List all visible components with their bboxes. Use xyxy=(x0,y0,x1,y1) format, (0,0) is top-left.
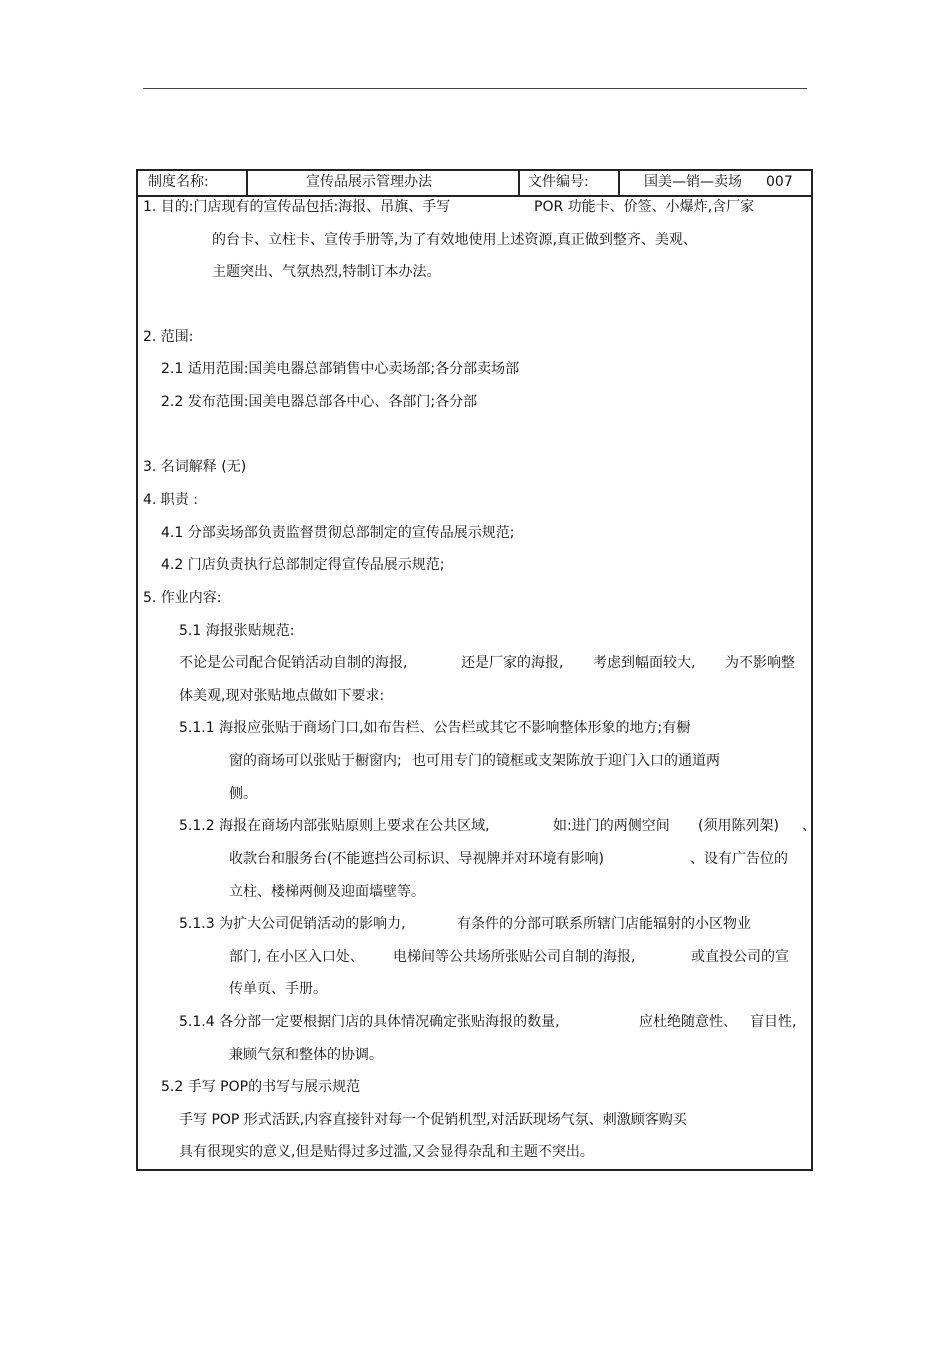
item-5-1-3-line-1b: 有条件的分部可联系所辖门店能辐射的小区物业 xyxy=(457,916,751,932)
item-5-1-3-line-3: 传单页、手册。 xyxy=(229,981,327,997)
section-5-1-intro-a: 不论是公司配合促销活动自制的海报, xyxy=(179,655,408,671)
item-5-1-1-line-2b: 也可用专门的镜框或支架陈放于迎门入口的通道两 xyxy=(412,753,720,769)
section-5-1-title: 5.1 海报张贴规范: xyxy=(179,623,295,639)
item-5-1-2-line-1b: 如:进门的两侧空间 xyxy=(553,818,670,834)
item-5-1-2-line-1d: 、 xyxy=(802,818,816,834)
section-4-1: 4.1 分部卖场部负责监督贯彻总部制定的宣传品展示规范; xyxy=(161,525,515,541)
section-2-2: 2.2 发布范围:国美电器总部各中心、各部门;各分部 xyxy=(161,394,478,410)
item-5-1-4-line-1a: 5.1.4 各分部一定要根据门店的具体情况确定张贴海报的数量, xyxy=(179,1014,560,1030)
section-5-1-intro-2: 体美观,现对张贴地点做如下要求: xyxy=(179,688,385,704)
section-4-2: 4.2 门店负责执行总部制定得宣传品展示规范; xyxy=(161,557,445,573)
top-rule xyxy=(143,88,807,89)
section-3-title: 3. 名词解释 (无) xyxy=(143,459,247,475)
cell-divider xyxy=(618,171,620,195)
section-5-1-intro-b: 还是厂家的海报, xyxy=(461,655,564,671)
code-label: 文件编号: xyxy=(528,174,589,190)
item-5-1-3-line-2c: 或直投公司的宣 xyxy=(691,949,789,965)
item-5-1-3-line-1a: 5.1.3 为扩大公司促销活动的影响力, xyxy=(179,916,406,932)
document-code: 国美—销—卖场 xyxy=(644,174,742,190)
item-5-1-4-line-1c: 盲目性, xyxy=(750,1014,797,1030)
document-code-number: 007 xyxy=(766,174,793,190)
table-header-row xyxy=(138,171,811,197)
section-2-1: 2.1 适用范围:国美电器总部销售中心卖场部;各分部卖场部 xyxy=(161,361,520,377)
section-5-2-title: 5.2 手写 POP的书写与展示规范 xyxy=(161,1079,361,1095)
section-1-line-3: 主题突出、气氛热烈,特制订本办法。 xyxy=(212,264,441,280)
item-5-1-1-line-1: 5.1.1 海报应张贴于商场门口,如布告栏、公告栏或其它不影响整体形象的地方;有橱 xyxy=(179,720,691,736)
regulation-table xyxy=(136,169,816,1171)
item-5-1-2-line-2a: 收款台和服务台(不能遮挡公司标识、导视牌并对环境有影响) xyxy=(229,851,604,867)
section-1-line-1b: POR 功能卡、价签、小爆炸,含厂家 xyxy=(534,199,755,215)
item-5-1-2-line-3: 立柱、楼梯两侧及迎面墙壁等。 xyxy=(229,884,425,900)
item-5-1-2-line-1c: (须用陈列架) xyxy=(698,818,779,834)
item-5-1-1-line-2a: 窗的商场可以张贴于橱窗内; xyxy=(229,753,402,769)
item-5-1-4-line-1b: 应杜绝随意性、 xyxy=(639,1014,737,1030)
item-5-1-3-line-2a: 部门, 在小区入口处、 xyxy=(229,949,364,965)
item-5-1-2-line-2b: 、设有广告位的 xyxy=(690,851,788,867)
item-5-1-4-line-2: 兼顾气氛和整体的协调。 xyxy=(229,1047,383,1063)
cell-divider xyxy=(246,171,248,195)
section-5-2-line-1: 手写 POP 形式活跃,内容直接针对每一个促销机型,对活跃现场气氛、刺激顾客购买 xyxy=(179,1112,687,1128)
section-1-line-1a: 1. 目的:门店现有的宣传品包括:海报、吊旗、手写 xyxy=(143,199,451,215)
section-5-1-intro-c: 考虑到幅面较大, xyxy=(593,655,696,671)
item-5-1-1-line-3: 侧。 xyxy=(229,786,257,802)
name-label: 制度名称: xyxy=(148,174,209,190)
section-5-1-intro-d: 为不影响整 xyxy=(725,655,795,671)
item-5-1-3-line-2b: 电梯间等公共场所张贴公司自制的海报, xyxy=(393,949,636,965)
item-5-1-2-line-1a: 5.1.2 海报在商场内部张贴原则上要求在公共区域, xyxy=(179,818,490,834)
cell-divider xyxy=(518,171,520,195)
section-1-line-2: 的台卡、立柱卡、宣传手册等,为了有效地使用上述资源,真正做到整齐、美观、 xyxy=(212,232,697,248)
section-5-2-line-2: 具有很现实的意义,但是贴得过多过滥,又会显得杂乱和主题不突出。 xyxy=(179,1144,594,1160)
section-5-title: 5. 作业内容: xyxy=(143,590,222,606)
regulation-name: 宣传品展示管理办法 xyxy=(306,174,432,190)
section-2-title: 2. 范围: xyxy=(143,329,194,345)
section-4-title: 4. 职责 : xyxy=(143,492,198,508)
